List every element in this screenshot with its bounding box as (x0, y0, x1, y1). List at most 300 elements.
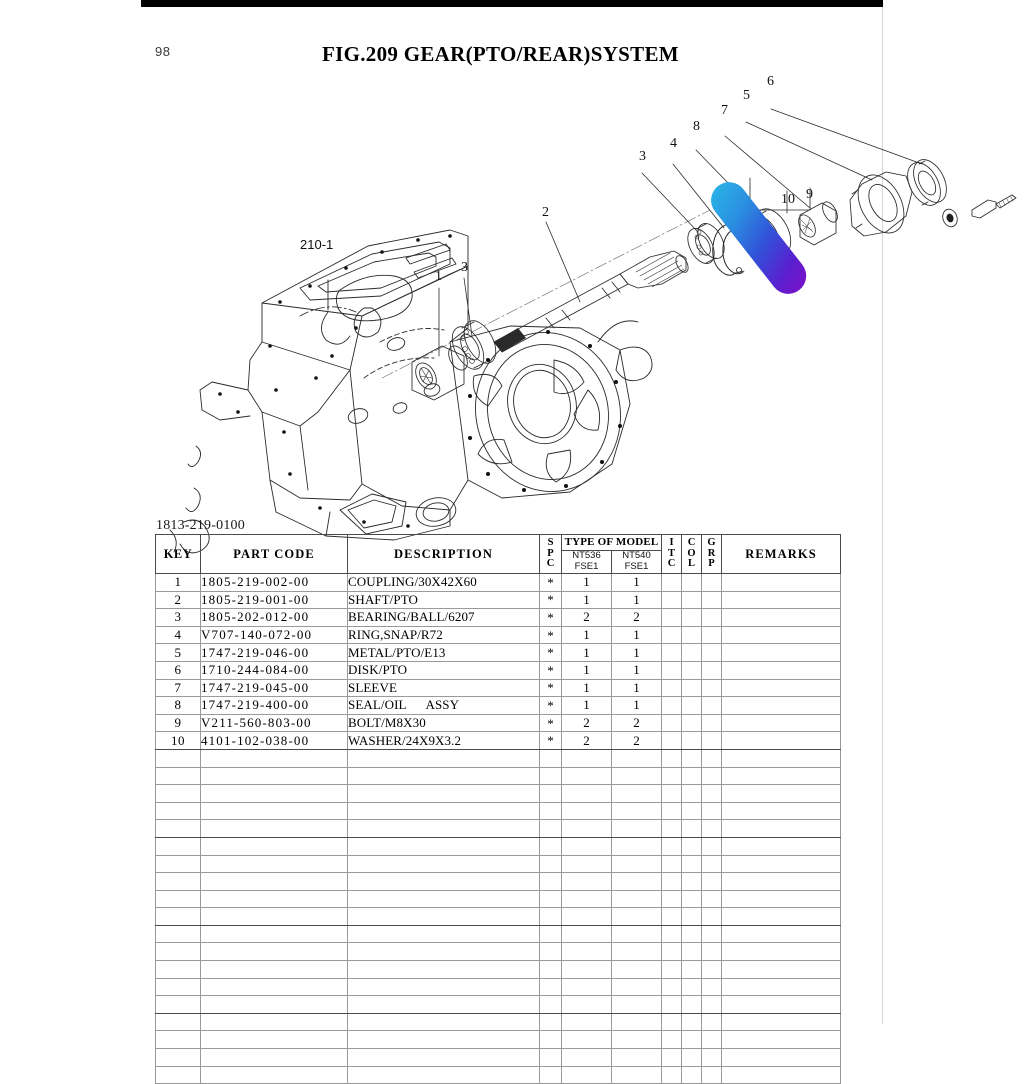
cell-empty (562, 978, 612, 996)
cell-empty (722, 749, 841, 767)
cell-empty (156, 767, 201, 785)
part-5-disk (849, 167, 913, 241)
cell-empty (348, 855, 540, 873)
cell-col (682, 661, 702, 679)
cell-empty (562, 873, 612, 891)
callout-3: 3 (461, 260, 468, 275)
type-of-model-title: TYPE OF MODEL (562, 535, 661, 551)
cell-empty (562, 802, 612, 820)
cell-empty (702, 802, 722, 820)
cell-empty (201, 1049, 348, 1067)
cell-part-code: V211-560-803-00 (201, 714, 348, 732)
cell-description: RING,SNAP/R72 (348, 626, 540, 644)
cell-empty (348, 873, 540, 891)
cell-itc (662, 679, 682, 697)
cell-empty (702, 908, 722, 926)
table-row-empty[interactable] (156, 1031, 841, 1049)
cell-empty (682, 925, 702, 943)
table-row[interactable] (156, 714, 841, 732)
parts-list-table (155, 534, 841, 1084)
cell-empty (722, 820, 841, 838)
cell-empty (662, 1031, 682, 1049)
cell-part-code: V707-140-072-00 (201, 626, 348, 644)
cell-empty (702, 855, 722, 873)
part-2-pto-shaft (494, 251, 691, 352)
cell-empty (682, 802, 702, 820)
cell-grp (702, 697, 722, 715)
table-row[interactable] (156, 609, 841, 627)
cell-empty (662, 890, 682, 908)
cell-empty (562, 749, 612, 767)
cell-empty (682, 873, 702, 891)
cell-empty (612, 1031, 662, 1049)
cell-empty (562, 767, 612, 785)
cell-empty (201, 978, 348, 996)
cell-empty (201, 802, 348, 820)
cell-empty (612, 1066, 662, 1084)
cell-description: COUPLING/30X42X60 (348, 574, 540, 592)
cell-empty (662, 925, 682, 943)
cell-empty (540, 943, 562, 961)
cell-empty (722, 978, 841, 996)
cell-spc: * (540, 661, 562, 679)
cell-empty (156, 837, 201, 855)
cell-part-code: 1805-202-012-00 (201, 609, 348, 627)
cell-description: BOLT/M8X30 (348, 714, 540, 732)
page-number: 98 (155, 44, 171, 59)
cell-empty (612, 996, 662, 1014)
cell-empty (562, 925, 612, 943)
cell-empty (612, 978, 662, 996)
cell-col (682, 732, 702, 750)
table-row[interactable] (156, 679, 841, 697)
cell-empty (682, 996, 702, 1014)
cell-empty (562, 961, 612, 979)
grp-letter-g: G (707, 537, 716, 549)
cell-col (682, 714, 702, 732)
cell-empty (722, 767, 841, 785)
cell-empty (722, 908, 841, 926)
col-header-type-of-model (562, 535, 662, 574)
cell-empty (702, 978, 722, 996)
cell-empty (201, 1066, 348, 1084)
model-nt536-line1: NT536 (572, 550, 601, 562)
table-row[interactable] (156, 661, 841, 679)
cell-description: SHAFT/PTO (348, 591, 540, 609)
cell-empty (612, 925, 662, 943)
cell-col (682, 574, 702, 592)
table-row[interactable] (156, 697, 841, 715)
cell-empty (702, 1031, 722, 1049)
cell-empty (722, 1049, 841, 1067)
cell-description: WASHER/24X9X3.2 (348, 732, 540, 750)
cell-qty-nt536: 1 (562, 574, 612, 592)
cell-empty (612, 873, 662, 891)
cell-qty-nt536: 1 (562, 591, 612, 609)
cell-empty (540, 837, 562, 855)
cell-empty (662, 961, 682, 979)
cell-empty (201, 943, 348, 961)
cell-empty (612, 908, 662, 926)
cell-empty (348, 978, 540, 996)
table-row-empty[interactable] (156, 1049, 841, 1067)
part-9-bolt (972, 195, 1016, 218)
cell-empty (540, 961, 562, 979)
assembly-label-210-1: 210-1 (300, 237, 334, 252)
cell-empty (702, 996, 722, 1014)
col-header-spc (540, 535, 562, 574)
gearbox-housing (170, 230, 652, 553)
cell-empty (722, 1031, 841, 1049)
cell-itc (662, 732, 682, 750)
cell-empty (702, 1013, 722, 1031)
table-row[interactable] (156, 732, 841, 750)
cell-empty (702, 767, 722, 785)
cell-empty (612, 785, 662, 803)
cell-empty (156, 820, 201, 838)
cell-qty-nt536: 2 (562, 609, 612, 627)
table-row-empty[interactable] (156, 820, 841, 838)
cell-qty-nt536: 1 (562, 626, 612, 644)
cell-empty (702, 925, 722, 943)
cell-remarks (722, 574, 841, 592)
cell-itc (662, 661, 682, 679)
cell-empty (662, 1066, 682, 1084)
exploded-view-drawing (150, 60, 850, 530)
cell-itc (662, 591, 682, 609)
cell-empty (156, 943, 201, 961)
cell-empty (540, 820, 562, 838)
cell-empty (612, 749, 662, 767)
col-header-description: DESCRIPTION (348, 535, 540, 574)
cell-qty-nt540: 2 (612, 714, 662, 732)
cell-spc: * (540, 574, 562, 592)
table-row-empty[interactable] (156, 855, 841, 873)
callout-6: 6 (767, 74, 774, 89)
cell-description: BEARING/BALL/6207 (348, 609, 540, 627)
col-header-col (682, 535, 702, 574)
cell-itc (662, 626, 682, 644)
cell-itc (662, 644, 682, 662)
cell-empty (348, 1066, 540, 1084)
table-row[interactable] (156, 574, 841, 592)
cell-grp (702, 574, 722, 592)
cell-empty (348, 908, 540, 926)
cell-empty (540, 767, 562, 785)
cell-key: 1 (156, 574, 201, 592)
cell-empty (156, 1049, 201, 1067)
cell-col (682, 591, 702, 609)
cell-part-code: 1710-244-084-00 (201, 661, 348, 679)
col-header-grp (702, 535, 722, 574)
cell-empty (562, 943, 612, 961)
cell-qty-nt540: 2 (612, 732, 662, 750)
cell-key: 9 (156, 714, 201, 732)
cell-empty (682, 1049, 702, 1067)
grp-letter-r: R (707, 547, 716, 559)
cell-empty (702, 873, 722, 891)
cell-remarks (722, 714, 841, 732)
callout-2: 2 (542, 205, 549, 220)
cell-empty (722, 785, 841, 803)
cell-empty (540, 1013, 562, 1031)
cell-qty-nt540: 1 (612, 626, 662, 644)
cell-grp (702, 609, 722, 627)
cell-empty (722, 943, 841, 961)
cell-empty (562, 837, 612, 855)
cell-spc: * (540, 591, 562, 609)
cell-empty (612, 837, 662, 855)
page-title: FIG.209 GEAR(PTO/REAR)SYSTEM (322, 42, 679, 66)
cell-empty (612, 855, 662, 873)
cell-qty-nt540: 1 (612, 679, 662, 697)
cell-empty (612, 767, 662, 785)
cell-empty (156, 802, 201, 820)
cell-empty (348, 996, 540, 1014)
cell-qty-nt536: 1 (562, 644, 612, 662)
cell-empty (682, 855, 702, 873)
part-6-ring (901, 154, 953, 211)
cell-empty (702, 1066, 722, 1084)
scan-top-bar (141, 0, 883, 7)
callout-5: 5 (743, 88, 750, 103)
cell-col (682, 697, 702, 715)
cell-empty (540, 978, 562, 996)
cell-empty (682, 908, 702, 926)
cell-empty (682, 943, 702, 961)
cell-empty (540, 785, 562, 803)
cell-description: METAL/PTO/E13 (348, 644, 540, 662)
parts-list-body (156, 574, 841, 1084)
cell-empty (702, 785, 722, 803)
cell-key: 5 (156, 644, 201, 662)
cell-remarks (722, 644, 841, 662)
cell-empty (348, 802, 540, 820)
cell-empty (348, 1013, 540, 1031)
cell-remarks (722, 679, 841, 697)
part-1-coupling (411, 343, 471, 400)
cell-empty (540, 1031, 562, 1049)
spc-letter-p: P (547, 547, 554, 559)
cell-empty (201, 908, 348, 926)
model-nt536-line2: FSE1 (574, 561, 599, 572)
cell-grp (702, 591, 722, 609)
cell-key: 8 (156, 697, 201, 715)
cell-empty (662, 1013, 682, 1031)
table-row-empty[interactable] (156, 996, 841, 1014)
table-row-empty[interactable] (156, 802, 841, 820)
cell-remarks (722, 732, 841, 750)
cell-empty (201, 855, 348, 873)
cell-empty (682, 1031, 702, 1049)
cell-empty (540, 1049, 562, 1067)
cell-empty (722, 1066, 841, 1084)
cell-empty (612, 961, 662, 979)
table-row[interactable] (156, 626, 841, 644)
model-column-nt536 (562, 551, 611, 573)
cell-empty (702, 820, 722, 838)
itc-letter-i: I (669, 537, 674, 549)
cell-empty (201, 925, 348, 943)
cell-remarks (722, 591, 841, 609)
callout-3-right: 3 (639, 149, 646, 164)
table-row-empty[interactable] (156, 961, 841, 979)
callout-10: 10 (781, 192, 795, 207)
cell-empty (348, 767, 540, 785)
cell-empty (722, 925, 841, 943)
cell-spc: * (540, 609, 562, 627)
grp-letter-p: P (708, 558, 715, 570)
cell-empty (540, 890, 562, 908)
cell-key: 4 (156, 626, 201, 644)
table-row-empty[interactable] (156, 943, 841, 961)
cell-empty (662, 767, 682, 785)
cell-col (682, 626, 702, 644)
table-row-empty[interactable] (156, 767, 841, 785)
model-column-nt540 (611, 551, 661, 573)
cell-empty (540, 908, 562, 926)
cell-empty (662, 908, 682, 926)
table-row-empty[interactable] (156, 785, 841, 803)
cell-itc (662, 574, 682, 592)
itc-letter-t: T (667, 547, 675, 559)
cell-part-code: 1747-219-045-00 (201, 679, 348, 697)
cell-empty (662, 855, 682, 873)
cell-empty (201, 785, 348, 803)
cell-empty (662, 802, 682, 820)
cell-empty (540, 873, 562, 891)
cell-empty (662, 749, 682, 767)
table-row-empty[interactable] (156, 749, 841, 767)
cell-empty (156, 908, 201, 926)
cell-empty (662, 820, 682, 838)
cell-empty (722, 1013, 841, 1031)
cell-empty (348, 890, 540, 908)
cell-empty (702, 749, 722, 767)
cell-empty (682, 961, 702, 979)
cell-empty (682, 1066, 702, 1084)
spc-letter-s: S (547, 537, 554, 549)
cell-empty (662, 785, 682, 803)
cell-part-code: 4101-102-038-00 (201, 732, 348, 750)
cell-empty (156, 749, 201, 767)
cell-qty-nt540: 1 (612, 644, 662, 662)
cell-empty (682, 978, 702, 996)
table-row-empty[interactable] (156, 925, 841, 943)
cell-empty (201, 873, 348, 891)
part-3-bearing-left (446, 316, 503, 375)
table-row-empty[interactable] (156, 1066, 841, 1084)
cell-part-code: 1805-219-001-00 (201, 591, 348, 609)
cell-empty (201, 961, 348, 979)
cell-empty (722, 873, 841, 891)
cell-part-code: 1747-219-400-00 (201, 697, 348, 715)
cell-part-code: 1805-219-002-00 (201, 574, 348, 592)
col-header-remarks: REMARKS (722, 535, 841, 574)
cell-qty-nt540: 2 (612, 609, 662, 627)
cell-empty (156, 978, 201, 996)
cell-qty-nt536: 1 (562, 679, 612, 697)
cell-empty (540, 749, 562, 767)
cell-col (682, 679, 702, 697)
cell-empty (201, 1013, 348, 1031)
cell-empty (348, 1049, 540, 1067)
cell-empty (348, 961, 540, 979)
page-left-rule (141, 7, 142, 1024)
cell-empty (562, 1031, 612, 1049)
table-row-empty[interactable] (156, 908, 841, 926)
cell-itc (662, 714, 682, 732)
cell-empty (156, 1066, 201, 1084)
cell-qty-nt540: 1 (612, 591, 662, 609)
model-nt540-line2: FSE1 (624, 561, 649, 572)
table-row-empty[interactable] (156, 1013, 841, 1031)
cell-spc: * (540, 626, 562, 644)
cell-remarks (722, 697, 841, 715)
cell-empty (562, 855, 612, 873)
cell-empty (348, 943, 540, 961)
cell-empty (156, 855, 201, 873)
cell-qty-nt536: 1 (562, 661, 612, 679)
cell-itc (662, 697, 682, 715)
cell-spc: * (540, 697, 562, 715)
cell-qty-nt540: 1 (612, 697, 662, 715)
cell-empty (156, 1013, 201, 1031)
cell-empty (722, 855, 841, 873)
itc-letter-c: C (667, 558, 676, 570)
cell-empty (612, 890, 662, 908)
cell-empty (156, 925, 201, 943)
table-row-empty[interactable] (156, 873, 841, 891)
cell-empty (702, 890, 722, 908)
cell-empty (201, 837, 348, 855)
cell-empty (156, 996, 201, 1014)
cell-remarks (722, 661, 841, 679)
cell-empty (562, 1066, 612, 1084)
table-row-empty[interactable] (156, 890, 841, 908)
cell-spc: * (540, 644, 562, 662)
cell-empty (562, 1013, 612, 1031)
cell-empty (562, 1049, 612, 1067)
callout-8: 8 (693, 119, 700, 134)
cell-empty (702, 961, 722, 979)
cell-empty (612, 943, 662, 961)
cell-empty (540, 1066, 562, 1084)
cell-empty (540, 855, 562, 873)
col-header-key: KEY (156, 535, 201, 574)
cell-empty (156, 961, 201, 979)
cell-empty (682, 837, 702, 855)
table-row-empty[interactable] (156, 837, 841, 855)
cell-empty (348, 1031, 540, 1049)
cell-empty (540, 996, 562, 1014)
cell-empty (562, 908, 612, 926)
cell-empty (722, 802, 841, 820)
table-row[interactable] (156, 591, 841, 609)
col-letter-c: C (687, 537, 696, 549)
cell-qty-nt536: 2 (562, 714, 612, 732)
cell-grp (702, 714, 722, 732)
cell-grp (702, 679, 722, 697)
cell-qty-nt540: 1 (612, 574, 662, 592)
cell-spc: * (540, 732, 562, 750)
cell-empty (201, 820, 348, 838)
cell-empty (662, 996, 682, 1014)
cell-empty (682, 749, 702, 767)
table-row-empty[interactable] (156, 978, 841, 996)
cell-empty (156, 890, 201, 908)
table-row[interactable] (156, 644, 841, 662)
